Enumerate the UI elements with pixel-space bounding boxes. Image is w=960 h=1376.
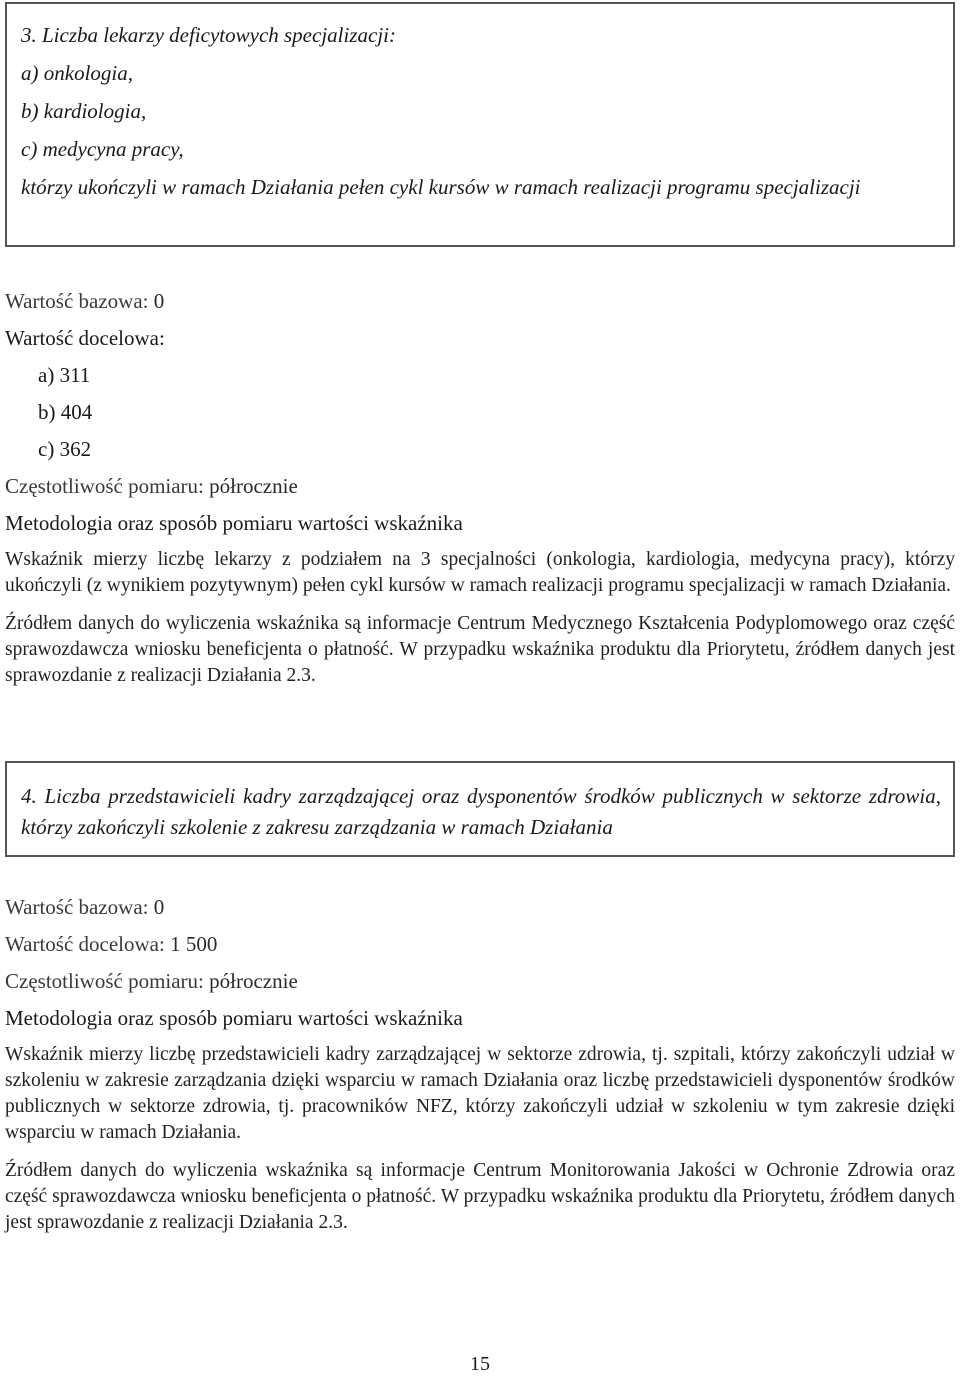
target-item-c: c) 362 [38, 437, 92, 461]
frequency-row [5, 468, 955, 505]
target-label: Wartość docelowa: [5, 326, 165, 350]
target-item-a: a) 311 [38, 363, 91, 387]
indicator-4-title-box [5, 761, 955, 857]
baseline-row [5, 889, 955, 926]
methodology-paragraph-1: Wskaźnik mierzy liczbę lekarzy z podziałem na 3 specjalności (onkologia, kardiologia, medycyna pracy), którzy ukończyli (z wynikiem pozytywnym) pełen cykl kursów w ramach realizacji programu specjalizacji w ramach Działania. [5, 549, 955, 596]
indicator-3-item-a: a) onkologia, [21, 61, 133, 85]
indicator-4-details [5, 889, 955, 1236]
indicator-3-details [5, 283, 955, 689]
indicator-3-title-cont: którzy ukończyli w ramach Działania pełen cykl kursów w ramach realizacji programu specjalizacji [21, 175, 861, 199]
frequency-value: półrocznie [209, 474, 298, 498]
methodology-paragraph-2: Źródłem danych do wyliczenia wskaźnika są informacje Centrum Medycznego Kształcenia Podyplomowego oraz część sprawozdawcza wniosku beneficjenta o płatność. W przypadku wskaźnika produktu dla Priorytetu, źródłem danych jest sprawozdanie z realizacji Działania 2.3. [5, 613, 955, 686]
target-row [5, 926, 955, 963]
baseline-label: Wartość bazowa: [5, 895, 149, 919]
indicator-3-item-b: b) kardiologia, [21, 99, 147, 123]
methodology-paragraph-2: Źródłem danych do wyliczenia wskaźnika są informacje Centrum Monitorowania Jakości w Ochronie Zdrowia oraz część sprawozdawcza wniosku beneficjenta o płatność. W przypadku wskaźnika produktu dla Priorytetu, źródłem danych jest sprawozdanie z realizacji Działania 2.3. [5, 1160, 955, 1233]
baseline-label: Wartość bazowa: [5, 289, 149, 313]
methodology-paragraph-1: Wskaźnik mierzy liczbę przedstawicieli kadry zarządzającej w sektorze zdrowia, tj. szpitali, którzy zakończyli udział w szkoleniu w zakresie zarządzania dzięki wsparciu w ramach Działania oraz liczbę przedstawicieli dysponentów środków publicznych w sektorze zdrowia, tj. pracowników NFZ, którzy zakończyli udział w szkoleniu w tym zakresie dzięki wsparciu w ramach Działania. [5, 1044, 955, 1143]
baseline-value: 0 [153, 895, 165, 919]
frequency-label: Częstotliwość pomiaru: [5, 474, 204, 498]
baseline-value: 0 [153, 289, 165, 313]
target-label: Wartość docelowa: [5, 932, 165, 956]
indicator-3-item-c: c) medycyna pracy, [21, 137, 184, 161]
target-value: 1 500 [170, 932, 218, 956]
methodology-heading: Metodologia oraz sposób pomiaru wartości wskaźnika [5, 1006, 463, 1030]
indicator-3-title-box [5, 2, 955, 247]
methodology-heading: Metodologia oraz sposób pomiaru wartości wskaźnika [5, 511, 463, 535]
target-item-b: b) 404 [38, 400, 93, 424]
indicator-4-title: 4. Liczba przedstawicieli kadry zarządzającej oraz dysponentów środków publicznych w sektorze zdrowia, którzy zakończyli szkolenie z zakresu zarządzania w ramach Działania [21, 784, 941, 839]
frequency-row [5, 963, 955, 1000]
baseline-row [5, 283, 955, 320]
indicator-3-title: 3. Liczba lekarzy deficytowych specjalizacji: [21, 23, 396, 47]
frequency-value: półrocznie [209, 969, 298, 993]
page-number: 15 [470, 1353, 490, 1375]
frequency-label: Częstotliwość pomiaru: [5, 969, 204, 993]
